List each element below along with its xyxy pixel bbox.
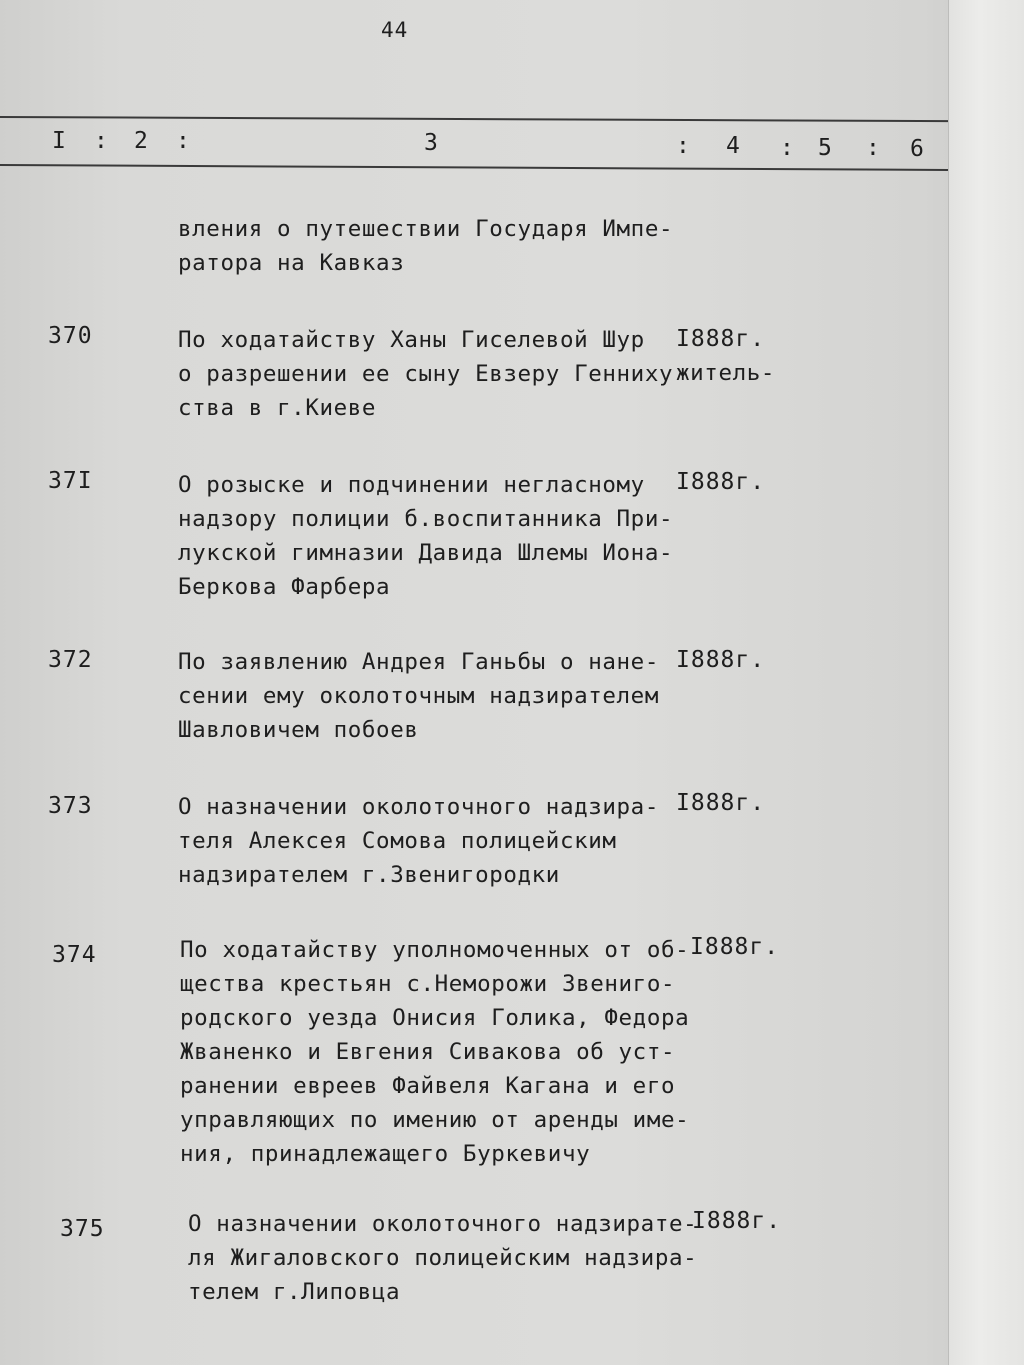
text-line: ства в г.Киеве xyxy=(178,395,377,421)
text-line: По ходатайству Ханы Гиселевой Шур xyxy=(178,327,645,353)
text-line: надзирателем г.Звенигородки xyxy=(178,862,560,888)
text-line: вления о путешествии Государя Импе- xyxy=(178,216,674,242)
entry-title xyxy=(178,790,659,892)
column-separator: : xyxy=(94,128,110,154)
column-separator: : xyxy=(866,135,882,161)
entry-date: I888г. xyxy=(676,790,766,816)
text-line: По ходатайству уполномоченных от об- xyxy=(180,937,690,963)
entry-title xyxy=(178,645,659,747)
text-line: сении ему околоточным надзирателем xyxy=(178,683,659,709)
text-line: Беркова Фарбера xyxy=(178,574,391,600)
text-line: О розыске и подчинении негласному xyxy=(178,472,645,498)
continuation-text xyxy=(178,212,673,280)
text-line: лукской гимназии Давида Шлемы Иона- xyxy=(178,540,674,566)
column-separator: : xyxy=(676,133,692,159)
page-edge xyxy=(948,0,1024,1365)
text-line: ля Жигаловского полицейским надзира- xyxy=(188,1245,698,1271)
entry-number: 37I xyxy=(48,468,93,494)
column-separator: : xyxy=(176,128,192,154)
entry-number: 372 xyxy=(48,647,93,673)
column-header-3: 3 xyxy=(424,130,440,156)
entry-date: I888г. xyxy=(690,934,780,960)
entry-title xyxy=(180,933,689,1171)
entry-continuation-word: житель- xyxy=(676,360,776,386)
text-line: управляющих по имению от аренды име- xyxy=(180,1107,690,1133)
column-header-2: 2 xyxy=(134,128,150,154)
text-line: о разрешении ее сыну Евзеру Генниху xyxy=(178,361,674,387)
entry-title xyxy=(188,1207,697,1309)
column-header-5: 5 xyxy=(818,135,834,161)
entry-date: I888г. xyxy=(676,326,766,352)
column-header-6: 6 xyxy=(910,136,926,162)
text-line: ния, принадлежащего Буркевичу xyxy=(180,1141,591,1167)
entry-number: 374 xyxy=(52,942,97,968)
header-rule-top xyxy=(0,116,948,122)
text-line: родского уезда Онисия Голика, Федора xyxy=(180,1005,690,1031)
entry-title xyxy=(178,468,673,604)
page-number: 44 xyxy=(381,18,409,42)
text-line: По заявлению Андрея Ганьбы о нане- xyxy=(178,649,659,675)
text-line: Шавловичем побоев xyxy=(178,717,419,743)
text-line: О назначении околоточного надзира- xyxy=(178,794,659,820)
entry-number: 375 xyxy=(60,1216,105,1242)
header-rule-bottom xyxy=(0,164,948,171)
entry-date: I888г. xyxy=(676,469,766,495)
entry-number: 373 xyxy=(48,793,93,819)
text-line: надзору полиции б.воспитанника При- xyxy=(178,506,674,532)
text-line: ранении евреев Файвеля Кагана и его xyxy=(180,1073,676,1099)
entry-date: I888г. xyxy=(676,647,766,673)
entry-title xyxy=(178,323,673,425)
entry-date: I888г. xyxy=(692,1208,782,1234)
text-line: О назначении околоточного надзирате- xyxy=(188,1211,698,1237)
text-line: щества крестьян с.Неморожи Звениго- xyxy=(180,971,676,997)
text-line: телем г.Липовца xyxy=(188,1279,401,1305)
text-line: Жваненко и Евгения Сивакова об уст- xyxy=(180,1039,676,1065)
text-line: теля Алексея Сомова полицейским xyxy=(178,828,617,854)
column-separator: : xyxy=(780,135,796,161)
column-header-1: I xyxy=(52,128,68,154)
entry-number: 370 xyxy=(48,323,93,349)
column-header-4: 4 xyxy=(726,133,742,159)
text-line: ратора на Кавказ xyxy=(178,250,405,276)
